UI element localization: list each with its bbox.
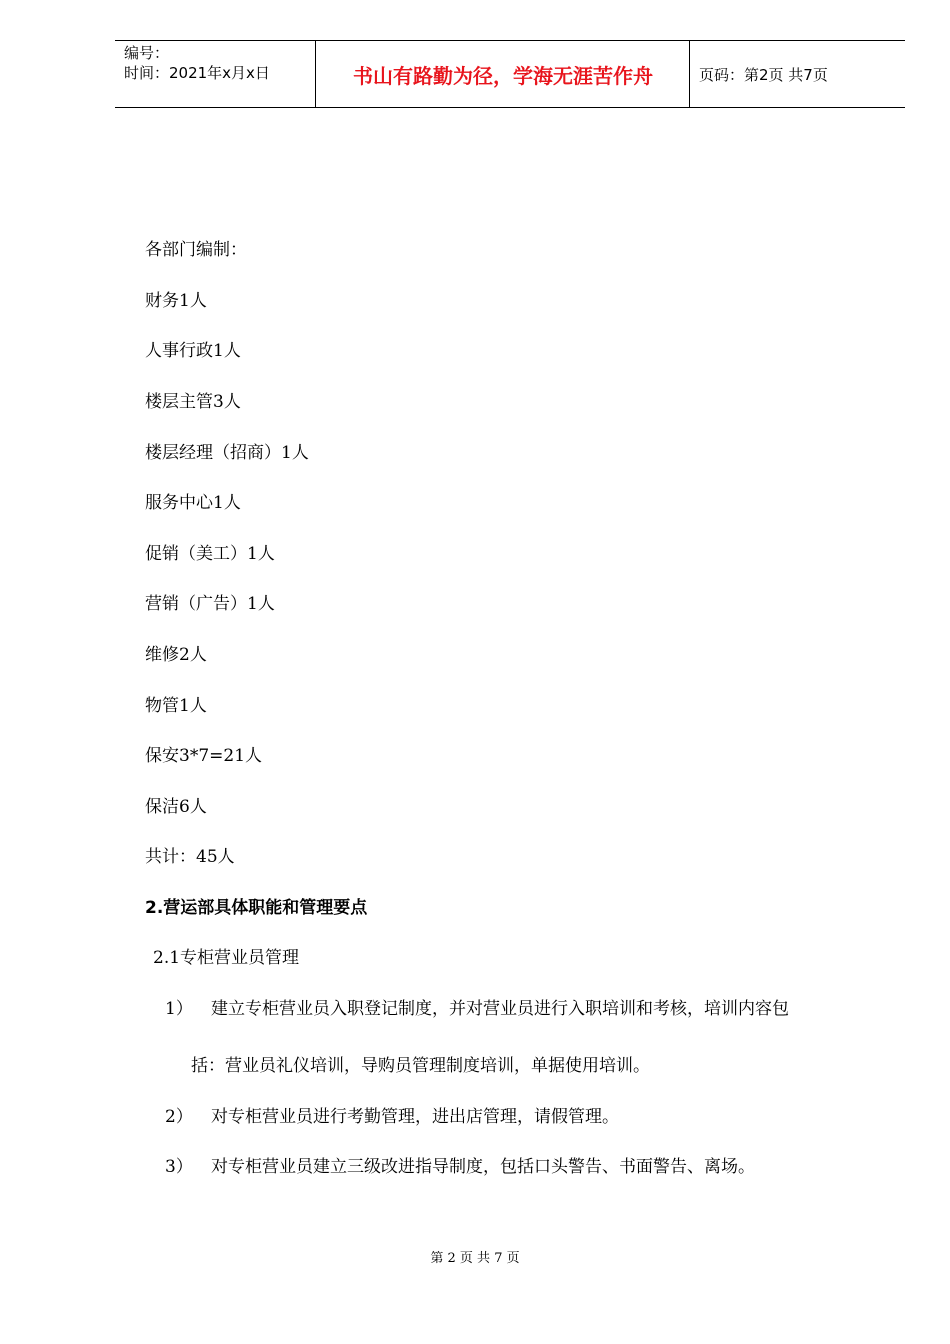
list-item-number: 2）	[165, 1107, 193, 1127]
header-page-info: 页码：第2页 共7页	[699, 65, 828, 84]
date-label: 时间：2021年x月x日	[124, 64, 270, 82]
section-heading: 2.营运部具体职能和管理要点	[145, 898, 368, 918]
staff-line: 物管1人	[145, 696, 207, 716]
page-footer: 第 2 页 共 7 页	[430, 1251, 520, 1266]
serial-number-label: 编号：	[124, 44, 170, 62]
list-item-text: 对专柜营业员建立三级改进指导制度，包括口头警告、书面警告、离场。	[211, 1157, 755, 1177]
staff-line: 保安3*7=21人	[145, 746, 263, 766]
list-item	[165, 1106, 619, 1128]
list-item-number: 3）	[165, 1157, 193, 1177]
staff-line: 人事行政1人	[145, 341, 241, 361]
staff-line: 营销（广告）1人	[145, 594, 275, 614]
list-item-number: 1）	[165, 999, 193, 1019]
staff-line: 服务中心1人	[145, 493, 241, 513]
header-meta	[124, 43, 314, 83]
list-item-text: 对专柜营业员进行考勤管理，进出店管理，请假管理。	[211, 1107, 619, 1127]
header-divider	[689, 41, 690, 107]
list-item-continuation: 括：营业员礼仪培训，导购员管理制度培训，单据使用培训。	[191, 1056, 650, 1076]
list-item	[165, 1156, 755, 1178]
staff-line: 保洁6人	[145, 797, 207, 817]
dept-heading: 各部门编制：	[145, 240, 247, 260]
header-motto: 书山有路勤为径，学海无涯苦作舟	[353, 63, 653, 88]
staff-total: 共计：45人	[145, 847, 235, 867]
staff-line: 维修2人	[145, 645, 207, 665]
subsection-heading: 2.1专柜营业员管理	[153, 948, 300, 968]
staff-line: 楼层主管3人	[145, 392, 241, 412]
staff-line: 促销（美工）1人	[145, 544, 275, 564]
staff-line: 楼层经理（招商）1人	[145, 443, 309, 463]
list-item	[165, 998, 789, 1020]
staff-line: 财务1人	[145, 291, 207, 311]
list-item-text: 建立专柜营业员入职登记制度，并对营业员进行入职培训和考核，培训内容包	[211, 999, 789, 1019]
page-header	[115, 40, 905, 108]
